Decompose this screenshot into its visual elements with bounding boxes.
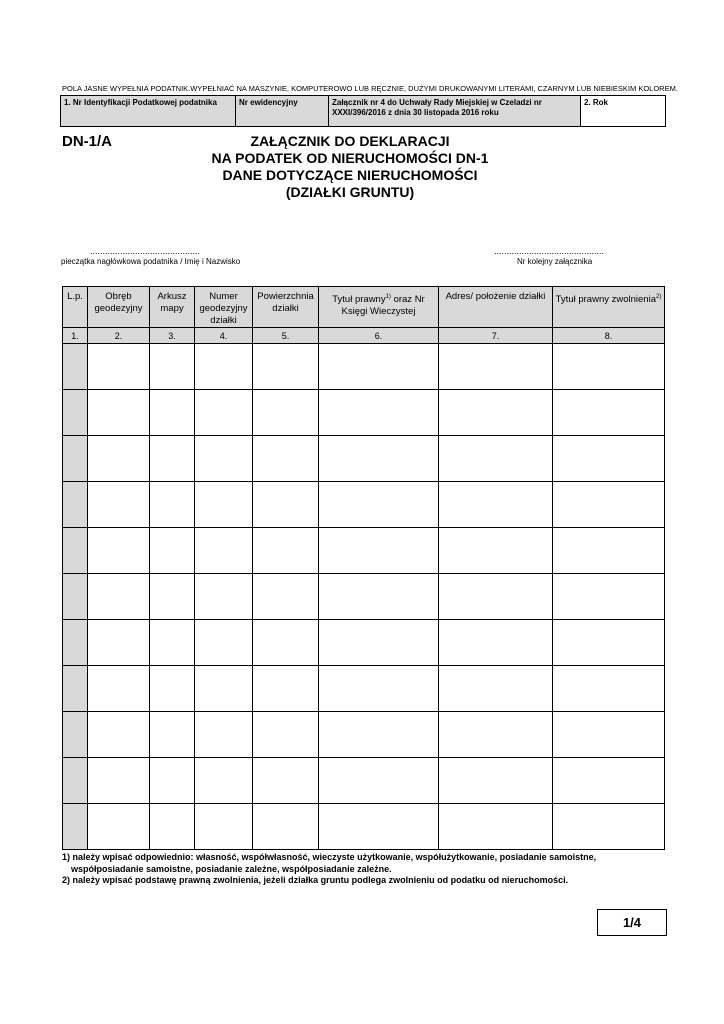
col-num: 4. [195, 328, 253, 344]
cell-zwolnienie[interactable] [553, 436, 665, 482]
cell-obreb[interactable] [88, 528, 150, 574]
title-line-1: ZAŁĄCZNIK DO DEKLARACJI [250, 133, 450, 149]
cell-arkusz[interactable] [150, 436, 195, 482]
col-header-arkusz: Arkusz mapy [150, 287, 195, 328]
cell-zwolnienie[interactable] [553, 528, 665, 574]
table-row [63, 758, 665, 804]
cell-powierzchnia[interactable] [253, 436, 319, 482]
cell-obreb[interactable] [88, 666, 150, 712]
table-row [63, 344, 665, 390]
cell-adres[interactable] [439, 482, 553, 528]
cell-numer[interactable] [195, 436, 253, 482]
year-field[interactable] [581, 96, 666, 127]
cell-lp [63, 436, 88, 482]
cell-lp [63, 712, 88, 758]
cell-zwolnienie[interactable] [553, 712, 665, 758]
cell-adres[interactable] [439, 436, 553, 482]
annex-number-caption: Nr kolejny załącznika [517, 257, 593, 266]
cell-arkusz[interactable] [150, 482, 195, 528]
cell-arkusz[interactable] [150, 344, 195, 390]
stamp-caption: pieczątka nagłówkowa podatnika / Imię i Nazwisko [61, 257, 241, 266]
cell-lp [63, 666, 88, 712]
title-line-3: DANE DOTYCZĄCE NIERUCHOMOŚCI [222, 167, 478, 183]
cell-adres[interactable] [439, 666, 553, 712]
footnote-1-cont: współposiadanie samoistne, posiadanie zależne, współposiadanie zależne. [71, 863, 392, 874]
footnote-ref-2: 2) [655, 294, 662, 300]
col-header-powierzchnia: Powierzchnia działki [253, 287, 319, 328]
fill-instruction: POLA JASNE WYPEŁNIA PODATNIK.WYPEŁNIAĆ NA MASZYNIE, KOMPUTEROWO LUB RĘCZNIE, DUŻYMI DRUKOWANYMI LITERAMI, CZARNYM LUB NIEBIESKIM KOLOREM. [62, 84, 678, 93]
cell-lp [63, 344, 88, 390]
cell-numer[interactable] [195, 758, 253, 804]
cell-zwolnienie[interactable] [553, 344, 665, 390]
cell-numer[interactable] [195, 482, 253, 528]
col-num: 3. [150, 328, 195, 344]
plots-table [62, 286, 665, 850]
cell-tytul[interactable] [319, 666, 439, 712]
cell-arkusz[interactable] [150, 528, 195, 574]
cell-zwolnienie[interactable] [553, 758, 665, 804]
cell-tytul[interactable] [319, 804, 439, 850]
cell-adres[interactable] [439, 758, 553, 804]
cell-tytul[interactable] [319, 620, 439, 666]
footnote-2: 2) należy wpisać podstawę prawną zwolnienia, jeżeli działka gruntu podlega zwolnieniu od podatku od nieruchomości. [62, 875, 569, 885]
title-line-4: (DZIAŁKI GRUNTU) [285, 184, 415, 200]
cell-powierzchnia[interactable] [253, 344, 319, 390]
page-number: 1/4 [597, 909, 667, 936]
cell-lp [63, 574, 88, 620]
cell-adres[interactable] [439, 620, 553, 666]
cell-powierzchnia[interactable] [253, 482, 319, 528]
cell-arkusz[interactable] [150, 804, 195, 850]
nip-field[interactable] [61, 96, 236, 127]
table-row [63, 574, 665, 620]
footnote-ref-1: 1) [385, 294, 391, 300]
cell-obreb[interactable] [88, 436, 150, 482]
col-header-zwolnienie-text: Tytuł prawny zwolnienia [555, 294, 656, 306]
cell-tytul[interactable] [319, 712, 439, 758]
table-row [63, 666, 665, 712]
cell-adres[interactable] [439, 390, 553, 436]
cell-lp [63, 528, 88, 574]
cell-powierzchnia[interactable] [253, 620, 319, 666]
cell-zwolnienie[interactable] [553, 804, 665, 850]
footnote-1: 1) należy wpisać odpowiednio: własność, współwłasność, wieczyste użytkowanie, współużytkowanie, posiadanie samoistne, [62, 852, 597, 862]
cell-numer[interactable] [195, 390, 253, 436]
cell-obreb[interactable] [88, 390, 150, 436]
cell-tytul[interactable] [319, 390, 439, 436]
header-fields-table [60, 95, 666, 127]
cell-arkusz[interactable] [150, 758, 195, 804]
table-row [63, 528, 665, 574]
cell-lp [63, 804, 88, 850]
cell-obreb[interactable] [88, 344, 150, 390]
col-num: 7. [439, 328, 553, 344]
cell-arkusz[interactable] [150, 712, 195, 758]
cell-obreb[interactable] [88, 804, 150, 850]
cell-adres[interactable] [439, 344, 553, 390]
cell-powierzchnia[interactable] [253, 666, 319, 712]
cell-tytul[interactable] [319, 528, 439, 574]
cell-tytul[interactable] [319, 758, 439, 804]
cell-numer[interactable] [195, 574, 253, 620]
table-header-row [63, 287, 665, 328]
cell-powierzchnia[interactable] [253, 528, 319, 574]
table-row [63, 390, 665, 436]
column-numbers-row [63, 328, 665, 344]
footnotes [62, 852, 662, 887]
cell-obreb[interactable] [88, 620, 150, 666]
col-header-adres: Adres/ położenie działki [439, 287, 553, 328]
col-header-numer: Numer geodezyjny działki [195, 287, 253, 328]
cell-arkusz[interactable] [150, 666, 195, 712]
cell-arkusz[interactable] [150, 574, 195, 620]
annex-info [329, 96, 581, 127]
table-row [63, 436, 665, 482]
cell-lp [63, 482, 88, 528]
cell-zwolnienie[interactable] [553, 666, 665, 712]
cell-zwolnienie[interactable] [553, 574, 665, 620]
annex-label: Załącznik nr 4 do Uchwały Rady Miejskiej w Czeladzi nr XXXI/396/2016 z dnia 30 listopada 2016 roku [332, 98, 542, 117]
table-row [63, 712, 665, 758]
cell-obreb[interactable] [88, 482, 150, 528]
table-row [63, 482, 665, 528]
cell-zwolnienie[interactable] [553, 620, 665, 666]
col-header-zwolnienie [553, 287, 665, 328]
cell-numer[interactable] [195, 666, 253, 712]
cell-powierzchnia[interactable] [253, 390, 319, 436]
cell-powierzchnia[interactable] [253, 758, 319, 804]
cell-zwolnienie[interactable] [553, 390, 665, 436]
cell-tytul[interactable] [319, 482, 439, 528]
cell-numer[interactable] [195, 344, 253, 390]
table-row [63, 620, 665, 666]
cell-adres[interactable] [439, 804, 553, 850]
cell-tytul[interactable] [319, 574, 439, 620]
cell-powierzchnia[interactable] [253, 712, 319, 758]
cell-powierzchnia[interactable] [253, 574, 319, 620]
title-line-2: NA PODATEK OD NIERUCHOMOŚCI DN-1 [211, 150, 489, 166]
form-title [160, 133, 540, 201]
cell-numer[interactable] [195, 712, 253, 758]
cell-adres[interactable] [439, 528, 553, 574]
cell-adres[interactable] [439, 712, 553, 758]
year-label: 2. Rok [584, 98, 609, 107]
col-header-lp: L.p. [63, 287, 88, 328]
cell-zwolnienie[interactable] [553, 482, 665, 528]
ewid-field[interactable] [236, 96, 329, 127]
col-num: 5. [253, 328, 319, 344]
col-num: 2. [88, 328, 150, 344]
cell-obreb[interactable] [88, 574, 150, 620]
ewid-label: Nr ewidencyjny [239, 98, 298, 107]
cell-adres[interactable] [439, 574, 553, 620]
col-num: 1. [63, 328, 88, 344]
annex-number-dotted-line[interactable]: ............................................ [494, 246, 605, 256]
cell-obreb[interactable] [88, 758, 150, 804]
cell-powierzchnia[interactable] [253, 804, 319, 850]
cell-numer[interactable] [195, 620, 253, 666]
table-row [63, 804, 665, 850]
col-header-tytul-tail: oraz Nr Księgi Wieczystej [341, 294, 425, 318]
col-num: 8. [553, 328, 665, 344]
cell-tytul[interactable] [319, 436, 439, 482]
cell-arkusz[interactable] [150, 620, 195, 666]
cell-lp [63, 758, 88, 804]
nip-label: 1. Nr Identyfikacji Podatkowej podatnika [64, 98, 217, 107]
cell-lp [63, 390, 88, 436]
col-num: 6. [319, 328, 439, 344]
cell-lp [63, 620, 88, 666]
col-header-tytul [319, 287, 439, 328]
cell-tytul[interactable] [319, 344, 439, 390]
cell-numer[interactable] [195, 804, 253, 850]
form-code: DN-1/A [62, 133, 113, 150]
cell-arkusz[interactable] [150, 390, 195, 436]
stamp-dotted-line[interactable]: ............................................ [90, 246, 201, 256]
col-header-tytul-text: Tytuł prawny [332, 294, 386, 306]
cell-numer[interactable] [195, 528, 253, 574]
col-header-obreb: Obręb geodezyjny [88, 287, 150, 328]
cell-obreb[interactable] [88, 712, 150, 758]
